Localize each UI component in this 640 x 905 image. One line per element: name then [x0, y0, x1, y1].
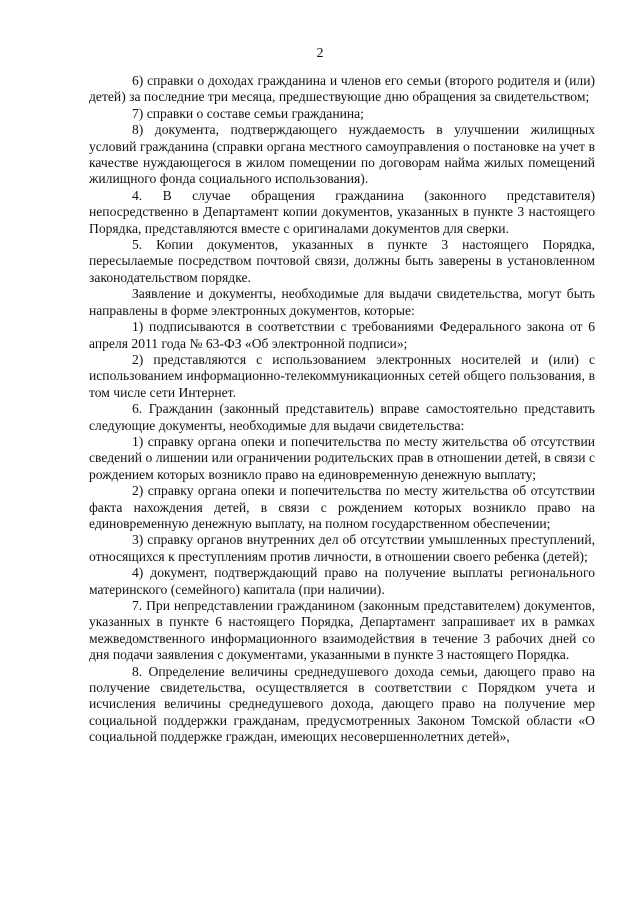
- paragraph-item-6: 6. Гражданин (законный представитель) вправе самостоятельно представить следующие документы, необходимые для выдачи свидетельства:: [89, 401, 595, 433]
- paragraph-electronic-docs: Заявление и документы, необходимые для выдачи свидетельства, могут быть направлены в форме электронных документов, которые:: [89, 286, 595, 318]
- paragraph-subitem-8: 8) документа, подтверждающего нуждаемость в улучшении жилищных условий гражданина (справки органа местного самоуправления о постановке на учет в качестве нуждающегося в жилом помещении по договорам найма жилых помещений жилищного фонда социального использования).: [89, 122, 595, 187]
- paragraph-item-6-subitem-1: 1) справку органа опеки и попечительства по месту жительства об отсутствии сведений о лишении или ограничении родительских прав в отношении детей, в связи с рождением которых возникло право на единовременную денежную выплату;: [89, 433, 595, 482]
- paragraph-subitem-7: 7) справки о составе семьи гражданина;: [132, 105, 364, 121]
- paragraph-item-4: 4. В случае обращения гражданина (законного представителя) непосредственно в Департамент копии документов, указанных в пункте 3 настоящего Порядка, представляются вместе с оригиналами документов для сверки.: [89, 187, 595, 236]
- paragraph-item-6-subitem-4: 4) документ, подтверждающий право на получение выплаты регионального материнского (семейного) капитала (при наличии).: [89, 565, 595, 597]
- paragraph-item-7: 7. При непредставлении гражданином (законным представителем) документов, указанных в пункте 6 настоящего Порядка, Департамент запрашивает их в рамках межведомственного информационного взаимодействия в течение 3 рабочих дней со дня подачи заявления с документами, указанными в пункте 3 настоящего Порядка.: [89, 598, 595, 663]
- paragraph-electronic-subitem-2: 2) представляются с использованием электронных носителей и (или) с использованием информационно-телекоммуникационных сетей общего пользования, в том числе сети Интернет.: [89, 351, 595, 400]
- paragraph-item-5: 5. Копии документов, указанных в пункте 3 настоящего Порядка, пересылаемые посредством почтовой связи, должны быть заверены в установленном законодательством порядке.: [89, 237, 595, 285]
- paragraph-electronic-subitem-1: 1) подписываются в соответствии с требованиями Федерального закона от 6 апреля 2011 года № 63-ФЗ «Об электронной подписи»;: [89, 319, 595, 351]
- paragraph-item-6-subitem-3: 3) справку органов внутренних дел об отсутствии умышленных преступлений, относящихся к преступлениям против личности, в отношении своего ребенка (детей);: [89, 532, 595, 564]
- document-body: [89, 73, 595, 746]
- paragraph-subitem-6: 6) справки о доходах гражданина и членов его семьи (второго родителя и (или) детей) за последние три месяца, предшествующие дню обращения за свидетельством;: [89, 73, 595, 105]
- page-number: 2: [316, 46, 324, 61]
- paragraph-item-8: 8. Определение величины среднедушевого дохода семьи, дающего право на получение свидетельства, осуществляется в соответствии с Порядком учета и исчисления величины среднедушевого дохода, дающего право на получение мер социальной поддержки гражданам, предусмотренных Законом Томской области «О социальной поддержке граждан, имеющих несовершеннолетних детей»,: [89, 663, 595, 745]
- paragraph-item-6-subitem-2: 2) справку органа опеки и попечительства по месту жительства об отсутствии факта нахождения детей, в связи с рождением которых возникло право на единовременную денежную выплату, на полном государственном обеспечении;: [89, 483, 595, 531]
